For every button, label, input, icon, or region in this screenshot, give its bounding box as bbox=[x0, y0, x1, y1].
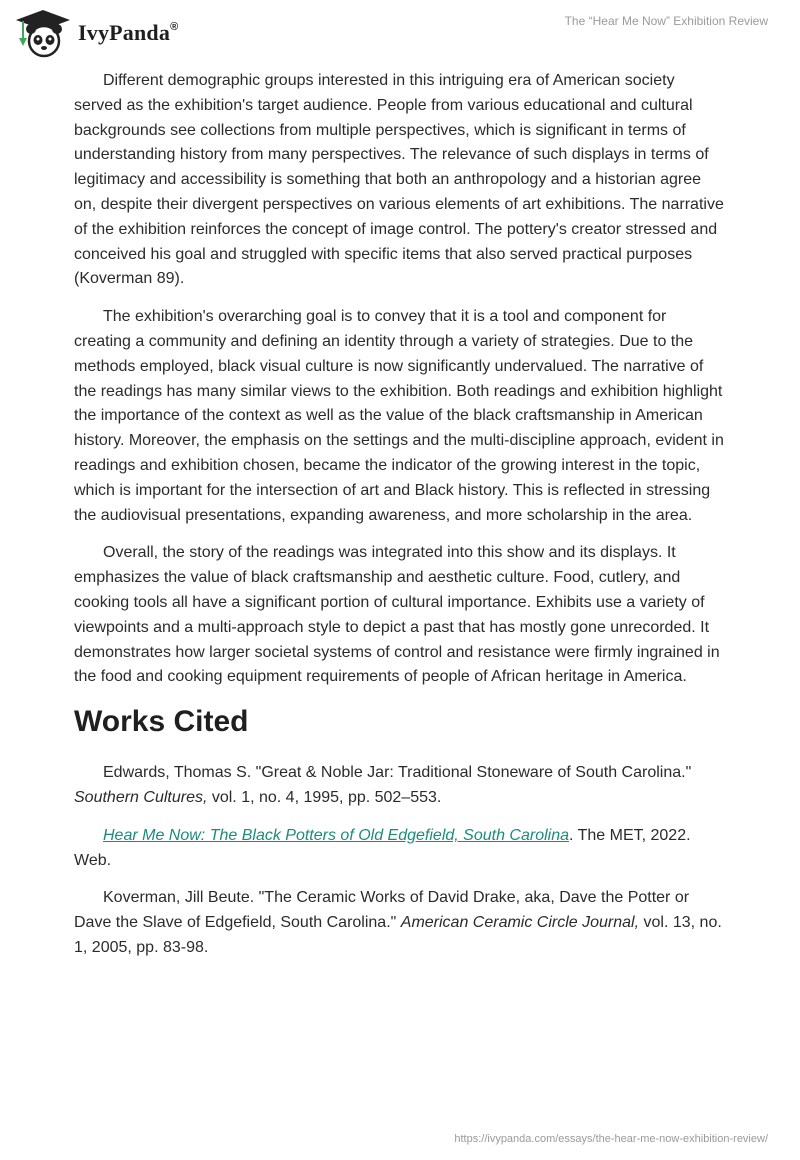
body-paragraph: Overall, the story of the readings was integrated into this show and its displays. It emphasizes the value of black craftsmanship and aesthetic culture. Food, cutlery, and cooking tools all have a significant portion of cultural importance. Exhibits use a variety of viewpoints and a multi-approach style to depict a past that has mostly gone unrecorded. It demonstrates how larger societal systems of control and resistance were firmly ingrained in the food and cooking equipment requirements of people of African heritage in America. bbox=[74, 544, 720, 686]
citation-entry: Edwards, Thomas S. "Great & Noble Jar: Traditional Stoneware of South Carolina." Southern Cultures, vol. 1, no. 4, 1995, pp. 502–553. bbox=[74, 764, 692, 806]
citation-link[interactable]: Hear Me Now: The Black Potters of Old Edgefield, South Carolina bbox=[103, 826, 569, 844]
document-title: The “Hear Me Now” Exhibition Review bbox=[564, 14, 768, 28]
essay-content bbox=[74, 69, 726, 974]
footer-url: https://ivypanda.com/essays/the-hear-me-now-exhibition-review/ bbox=[454, 1133, 768, 1145]
body-paragraph: The exhibition's overarching goal is to convey that it is a tool and component for creating a community and defining an identity through a variety of strategies. Due to the methods employed, black visual culture is now significantly undervalued. The narrative of the readings has many similar views to the exhibition. Both readings and exhibition highlight the importance of the context as well as the value of the black craftsmanship in American history. Moreover, the emphasis on the settings and the multi-discipline approach, evident in readings and exhibition chosen, became the indicator of the growing interest in the topic, which is important for the intersection of art and Black history. This is reflected in stressing the audiovisual presentations, expanding awareness, and more scholarship in the area. bbox=[74, 308, 724, 524]
panda-logo-icon bbox=[14, 8, 72, 58]
citation-entry: Hear Me Now: The Black Potters of Old Edgefield, South Carolina. The MET, 2022. Web. bbox=[74, 826, 691, 869]
body-paragraph: Different demographic groups interested in this intriguing era of American society served as the exhibition's target audience. People from various educational and cultural backgrounds see collections from multiple perspectives, which is significant in terms of understanding history from many perspectives. The relevance of such displays in terms of legitimacy and accessibility is something that both an anthropology and a historian agree on, despite their divergent perspectives on various elements of art exhibitions. The narrative of the exhibition reinforces the concept of image control. The pottery's creator stressed and conceived his goal and struggled with specific items that also served practical purposes (Koverman 89). bbox=[74, 72, 724, 288]
citation-entry: Koverman, Jill Beute. "The Ceramic Works of David Drake, aka, Dave the Potter or Dave the Slave of Edgefield, South Carolina." American Ceramic Circle Journal, vol. 13, no. 1, 2005, pp. 83-98. bbox=[74, 889, 722, 956]
works-cited-heading: Works Cited bbox=[74, 705, 249, 739]
brand-name: IvyPanda® bbox=[78, 20, 179, 45]
page-header bbox=[0, 0, 800, 70]
logo[interactable] bbox=[14, 8, 178, 58]
